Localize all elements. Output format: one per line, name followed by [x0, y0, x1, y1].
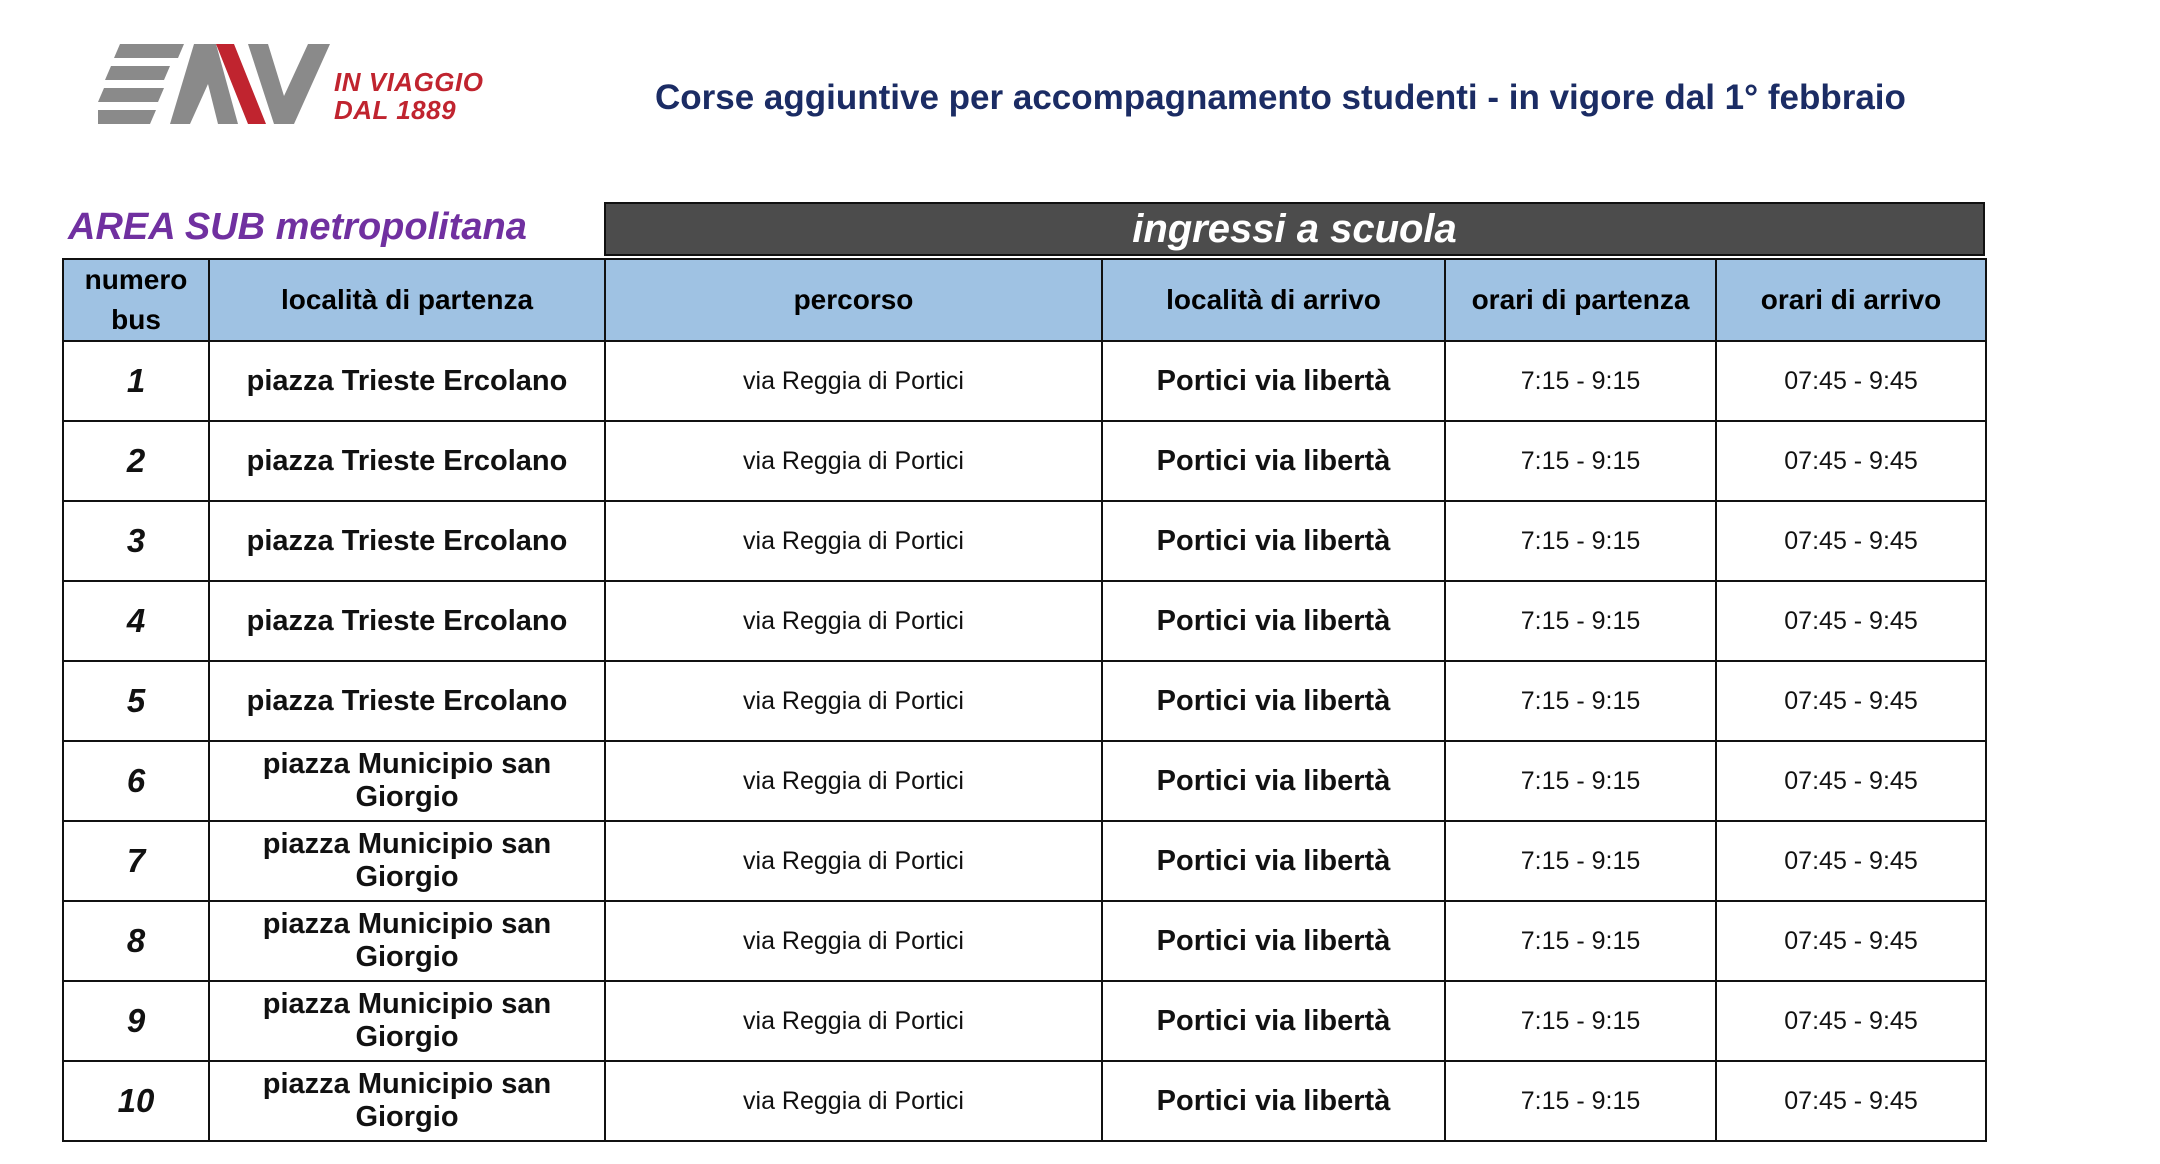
section-header: [604, 202, 1985, 256]
bus-number: 1: [63, 341, 209, 421]
departure-times: 7:15 - 9:15: [1445, 981, 1716, 1061]
arrival-times: 07:45 - 9:45: [1716, 341, 1986, 421]
schedule-table: [62, 258, 1987, 1142]
table-row: [63, 341, 1986, 421]
bus-number: 5: [63, 661, 209, 741]
route: via Reggia di Portici: [605, 661, 1102, 741]
arrival-place: Portici via libertà: [1102, 421, 1445, 501]
bus-number: 10: [63, 1061, 209, 1141]
arrival-place: Portici via libertà: [1102, 1061, 1445, 1141]
eav-logo-mark: [98, 44, 338, 126]
arrival-times: 07:45 - 9:45: [1716, 981, 1986, 1061]
route: via Reggia di Portici: [605, 501, 1102, 581]
departure-times: 7:15 - 9:15: [1445, 581, 1716, 661]
route: via Reggia di Portici: [605, 1061, 1102, 1141]
departure-times: 7:15 - 9:15: [1445, 1061, 1716, 1141]
route: via Reggia di Portici: [605, 741, 1102, 821]
col-header-partenza: località di partenza: [209, 259, 605, 341]
departure-times: 7:15 - 9:15: [1445, 661, 1716, 741]
table-row: [63, 661, 1986, 741]
arrival-times: 07:45 - 9:45: [1716, 901, 1986, 981]
area-label: AREA SUB metropolitana: [68, 206, 527, 248]
departure-place: piazza Municipio san Giorgio: [209, 741, 605, 821]
arrival-place: Portici via libertà: [1102, 661, 1445, 741]
bus-number: 2: [63, 421, 209, 501]
departure-place: piazza Municipio san Giorgio: [209, 821, 605, 901]
page-title: Corse aggiuntive per accompagnamento studenti - in vigore dal 1° febbraio: [655, 78, 1906, 117]
arrival-times: 07:45 - 9:45: [1716, 661, 1986, 741]
departure-place: piazza Municipio san Giorgio: [209, 901, 605, 981]
table-row: [63, 901, 1986, 981]
table-header-row: [63, 259, 1986, 341]
bus-number: 4: [63, 581, 209, 661]
table-row: [63, 741, 1986, 821]
arrival-place: Portici via libertà: [1102, 741, 1445, 821]
eav-logo: [98, 44, 498, 134]
departure-times: 7:15 - 9:15: [1445, 821, 1716, 901]
tagline-line1: IN VIAGGIO: [334, 67, 484, 97]
bus-number: 7: [63, 821, 209, 901]
departure-times: 7:15 - 9:15: [1445, 341, 1716, 421]
bus-number: 8: [63, 901, 209, 981]
arrival-times: 07:45 - 9:45: [1716, 421, 1986, 501]
route: via Reggia di Portici: [605, 901, 1102, 981]
departure-place: piazza Trieste Ercolano: [209, 421, 605, 501]
bus-number: 9: [63, 981, 209, 1061]
route: via Reggia di Portici: [605, 821, 1102, 901]
table-row: [63, 501, 1986, 581]
departure-times: 7:15 - 9:15: [1445, 501, 1716, 581]
arrival-place: Portici via libertà: [1102, 501, 1445, 581]
departure-place: piazza Municipio san Giorgio: [209, 981, 605, 1061]
route: via Reggia di Portici: [605, 981, 1102, 1061]
arrival-place: Portici via libertà: [1102, 821, 1445, 901]
arrival-place: Portici via libertà: [1102, 341, 1445, 421]
arrival-times: 07:45 - 9:45: [1716, 821, 1986, 901]
table-row: [63, 821, 1986, 901]
departure-place: piazza Trieste Ercolano: [209, 581, 605, 661]
arrival-times: 07:45 - 9:45: [1716, 741, 1986, 821]
table-row: [63, 581, 1986, 661]
departure-place: piazza Trieste Ercolano: [209, 661, 605, 741]
route: via Reggia di Portici: [605, 581, 1102, 661]
bus-number: 3: [63, 501, 209, 581]
table-row: [63, 1061, 1986, 1141]
logo-tagline: [334, 68, 483, 124]
table-row: [63, 421, 1986, 501]
section-title: ingressi a scuola: [1132, 206, 1457, 251]
arrival-place: Portici via libertà: [1102, 581, 1445, 661]
arrival-place: Portici via libertà: [1102, 901, 1445, 981]
col-header-numero: numero bus: [63, 259, 209, 341]
departure-times: 7:15 - 9:15: [1445, 421, 1716, 501]
departure-place: piazza Municipio san Giorgio: [209, 1061, 605, 1141]
departure-times: 7:15 - 9:15: [1445, 741, 1716, 821]
col-header-orari-arrivo: orari di arrivo: [1716, 259, 1986, 341]
arrival-times: 07:45 - 9:45: [1716, 581, 1986, 661]
arrival-place: Portici via libertà: [1102, 981, 1445, 1061]
departure-place: piazza Trieste Ercolano: [209, 341, 605, 421]
arrival-times: 07:45 - 9:45: [1716, 1061, 1986, 1141]
col-header-percorso: percorso: [605, 259, 1102, 341]
tagline-line2: DAL 1889: [334, 95, 457, 125]
route: via Reggia di Portici: [605, 341, 1102, 421]
col-header-orari-partenza: orari di partenza: [1445, 259, 1716, 341]
table-row: [63, 981, 1986, 1061]
route: via Reggia di Portici: [605, 421, 1102, 501]
departure-times: 7:15 - 9:15: [1445, 901, 1716, 981]
arrival-times: 07:45 - 9:45: [1716, 501, 1986, 581]
departure-place: piazza Trieste Ercolano: [209, 501, 605, 581]
bus-number: 6: [63, 741, 209, 821]
col-header-arrivo: località di arrivo: [1102, 259, 1445, 341]
